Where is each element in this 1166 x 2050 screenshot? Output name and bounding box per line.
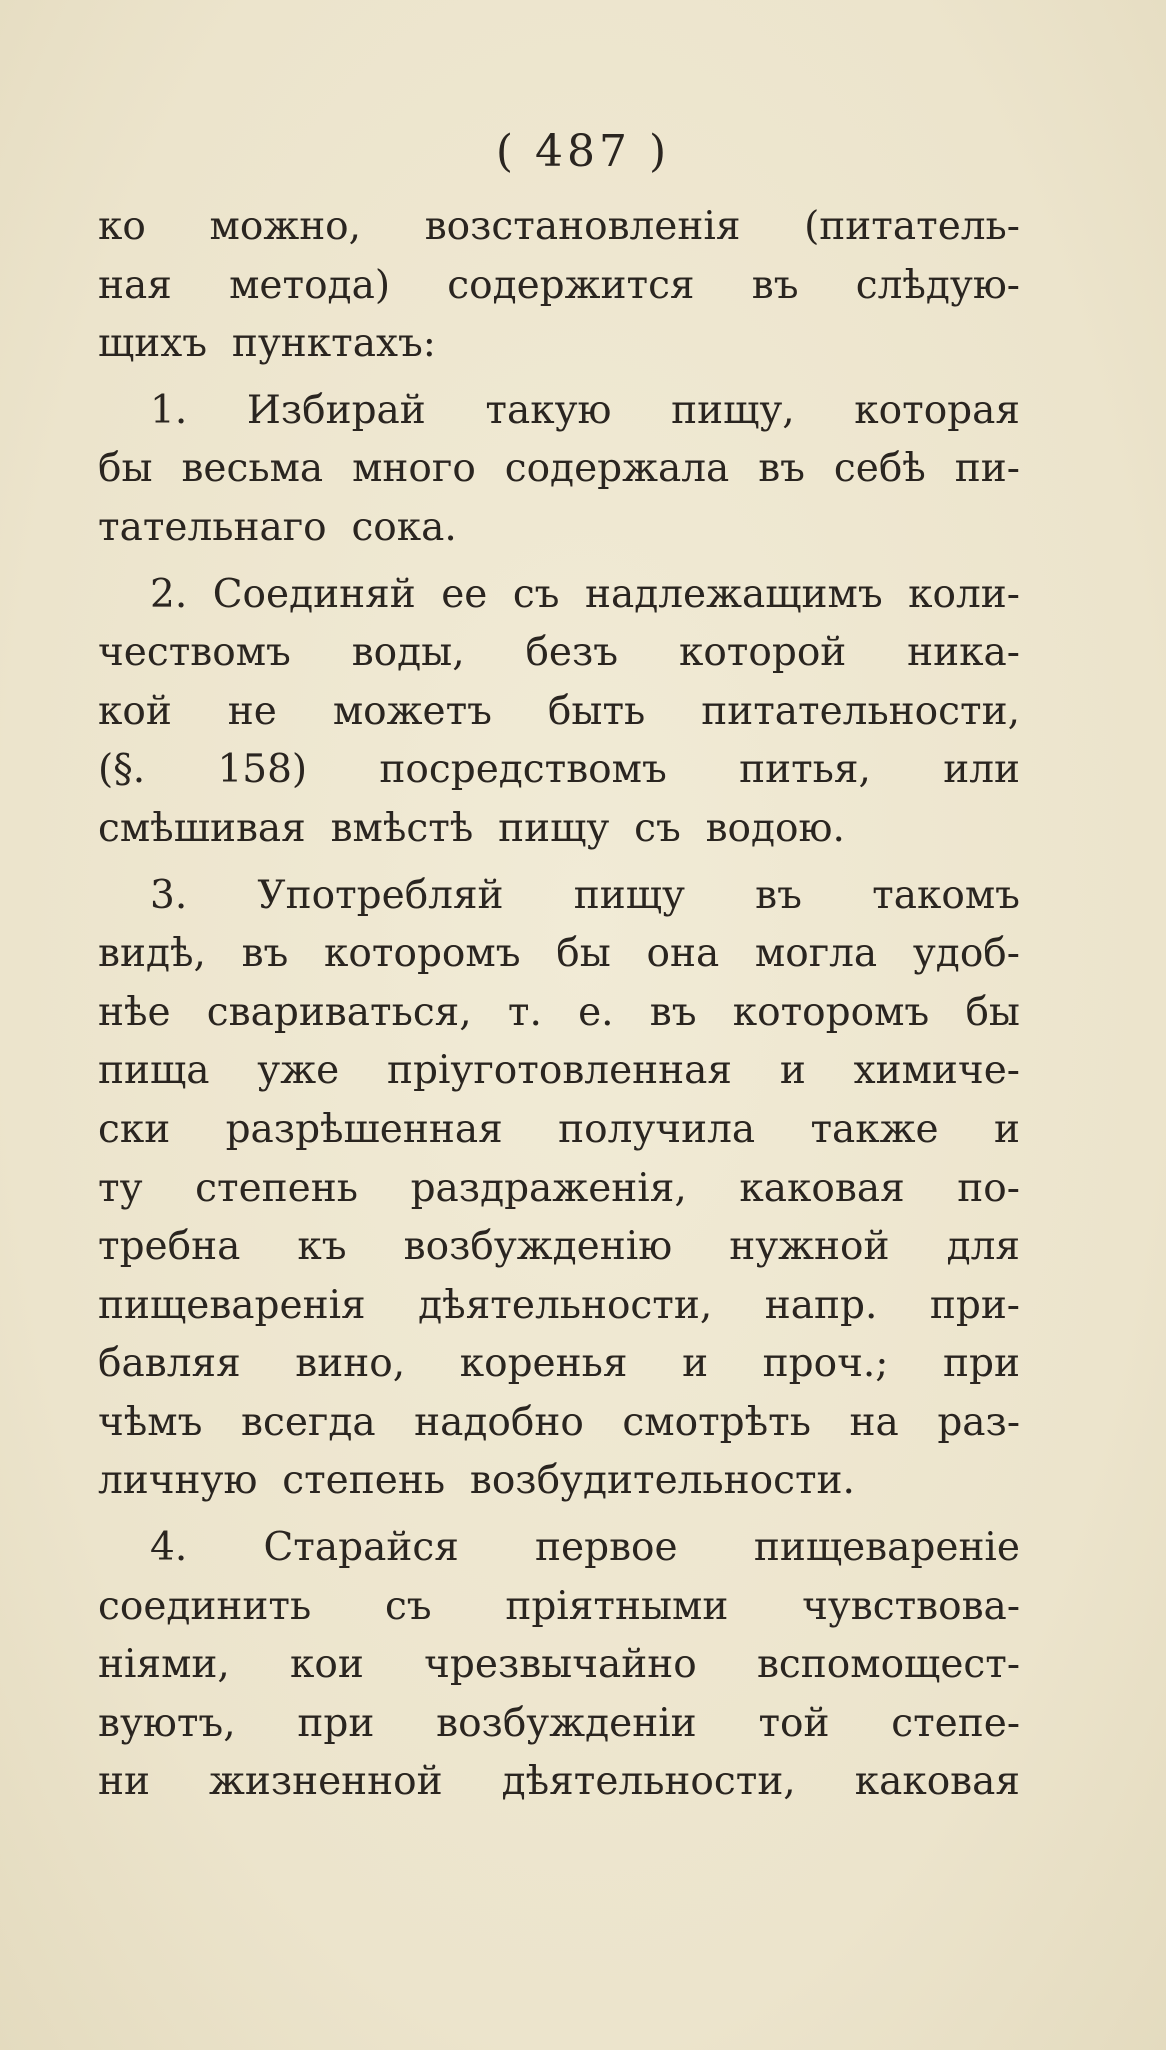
word: 3.	[150, 872, 188, 918]
word: чувствова-	[802, 1583, 1020, 1629]
word: пріуготовленная	[387, 1048, 733, 1094]
word: возбужденію	[403, 1224, 673, 1270]
word: степе-	[891, 1700, 1020, 1746]
word: для	[946, 1224, 1020, 1270]
text-line	[98, 1218, 1020, 1277]
word: сока.	[351, 504, 457, 550]
word: разрѣшенная	[225, 1106, 503, 1152]
text-line	[98, 1636, 1020, 1695]
word: (питатель-	[804, 204, 1020, 249]
text-line	[98, 257, 1020, 316]
word: въ	[755, 872, 802, 918]
text-line	[98, 1160, 1020, 1219]
word: первое	[535, 1525, 678, 1571]
word: не	[227, 688, 277, 734]
word: пищу	[573, 872, 685, 918]
word: видѣ,	[98, 931, 206, 977]
word: чрезвычайно	[424, 1642, 697, 1688]
word: раздраженія,	[410, 1165, 687, 1211]
word: кой	[98, 688, 172, 734]
word: щихъ	[98, 321, 208, 367]
word: она	[646, 931, 720, 977]
word: ту	[98, 1165, 143, 1211]
word: и	[779, 1048, 806, 1094]
word: бавляя	[98, 1341, 241, 1387]
word: напр.	[764, 1282, 878, 1328]
word: смотрѣть	[622, 1399, 811, 1445]
word: химиче-	[853, 1048, 1020, 1094]
word: себѣ	[833, 446, 926, 492]
word: посредствомъ	[379, 747, 667, 793]
word: слѣдую-	[855, 262, 1020, 308]
word: всегда	[241, 1399, 376, 1445]
text-line	[98, 1578, 1020, 1637]
word: при	[943, 1341, 1020, 1387]
word: могла	[754, 931, 878, 977]
word: съ	[384, 1583, 432, 1629]
word: коли-	[908, 571, 1020, 617]
word: ее	[441, 571, 488, 617]
text-line	[98, 741, 1020, 800]
word: много	[352, 446, 476, 492]
word: безъ	[525, 630, 619, 676]
word: каковая	[739, 1165, 905, 1211]
word: ная	[98, 262, 172, 308]
word: личную	[98, 1458, 258, 1504]
word: нѣе	[98, 989, 171, 1035]
word: раз-	[937, 1399, 1020, 1445]
word: пунктахъ:	[231, 321, 436, 367]
word: надобно	[414, 1399, 584, 1445]
word: которомъ	[732, 989, 930, 1035]
word: весьма	[181, 446, 324, 492]
text-line	[98, 1452, 1020, 1511]
word: возбудительности.	[469, 1458, 855, 1504]
word: смѣшивая	[98, 805, 306, 851]
word: Старайся	[263, 1525, 459, 1571]
word: въ	[649, 989, 697, 1035]
word: содержала	[504, 446, 730, 492]
text-line	[98, 683, 1020, 742]
text-line	[98, 566, 1020, 625]
word: ніями,	[98, 1642, 230, 1688]
text-line	[98, 499, 1020, 558]
word: дѣятельности,	[418, 1282, 713, 1328]
word: нужной	[729, 1224, 890, 1270]
word: пищу	[498, 805, 610, 851]
word: требна	[98, 1224, 241, 1270]
word: также	[810, 1106, 939, 1152]
text-line	[98, 1101, 1020, 1160]
word: той	[758, 1700, 830, 1746]
word: вмѣстѣ	[330, 805, 474, 851]
word: пищеваренія	[98, 1282, 366, 1328]
word: вино,	[295, 1341, 406, 1387]
text-line	[98, 800, 1020, 859]
text-line	[98, 1042, 1020, 1101]
word: Соединяй	[212, 571, 416, 617]
word: вуютъ,	[98, 1700, 236, 1746]
page-number: ( 487 )	[495, 126, 671, 177]
text-line	[98, 1519, 1020, 1578]
word: 4.	[150, 1525, 188, 1571]
word: въ	[758, 446, 805, 492]
word: пищевареніе	[753, 1525, 1020, 1571]
word: содержится	[447, 262, 695, 308]
word: такомъ	[872, 872, 1020, 918]
word: 2.	[150, 571, 188, 617]
text-line	[98, 1695, 1020, 1754]
word: Избирай	[246, 387, 426, 433]
word: 1.	[150, 387, 188, 433]
word: пищу,	[671, 387, 795, 433]
word: питья,	[739, 747, 871, 793]
word: е.	[578, 989, 614, 1035]
text-line	[98, 624, 1020, 683]
word: такую	[485, 387, 612, 433]
word: жизненной	[208, 1759, 443, 1805]
body-text	[98, 198, 1020, 1812]
text-line	[98, 867, 1020, 926]
word: свариваться,	[206, 989, 472, 1035]
word: бы	[965, 989, 1020, 1035]
word: питательности,	[701, 688, 1020, 734]
word: Употребляй	[257, 872, 504, 918]
text-line	[98, 925, 1020, 984]
word: къ	[297, 1224, 347, 1270]
word: которой	[678, 630, 847, 676]
text-line	[98, 382, 1020, 441]
text-line	[98, 1394, 1020, 1453]
word: чествомъ	[98, 630, 291, 676]
word: пріятными	[505, 1583, 729, 1629]
word: пища	[98, 1048, 210, 1094]
word: съ	[512, 571, 560, 617]
word: быть	[547, 688, 646, 734]
word: можетъ	[332, 688, 492, 734]
word: тательнаго	[98, 504, 327, 550]
word: можно,	[209, 204, 362, 249]
word: возстановленія	[424, 204, 741, 249]
word: уже	[257, 1048, 340, 1094]
text-line	[98, 984, 1020, 1043]
word: (§.	[98, 747, 146, 793]
word: степень	[195, 1165, 358, 1211]
word: ника-	[907, 630, 1020, 676]
word: проч.;	[762, 1341, 889, 1387]
word: бы	[98, 446, 153, 492]
word: каковая	[854, 1759, 1020, 1805]
text-line	[98, 1753, 1020, 1812]
word: вспомощест-	[756, 1642, 1020, 1688]
word: и	[993, 1106, 1020, 1152]
word: удоб-	[912, 931, 1020, 977]
word: коренья	[459, 1341, 628, 1387]
word: которомъ	[324, 931, 521, 977]
text-line	[98, 440, 1020, 499]
text-line	[98, 1335, 1020, 1394]
word: водою.	[705, 805, 845, 851]
word: съ	[634, 805, 681, 851]
word: 158)	[217, 747, 308, 793]
text-line	[98, 198, 1020, 257]
word: ко	[98, 204, 146, 249]
text-line	[98, 1277, 1020, 1336]
word: пи-	[954, 446, 1020, 492]
word: при-	[929, 1282, 1020, 1328]
word: дѣятельности,	[501, 1759, 796, 1805]
word: по-	[957, 1165, 1020, 1211]
word: ски	[98, 1106, 171, 1152]
word: метода)	[229, 262, 391, 308]
word: воды,	[351, 630, 465, 676]
word: въ	[241, 931, 289, 977]
word: при	[297, 1700, 375, 1746]
word: въ	[751, 262, 799, 308]
word: надлежащимъ	[584, 571, 883, 617]
word: чѣмъ	[98, 1399, 203, 1445]
word: или	[943, 747, 1020, 793]
word: ни	[98, 1759, 150, 1805]
word: возбужденіи	[436, 1700, 697, 1746]
word: получила	[558, 1106, 756, 1152]
word: бы	[556, 931, 611, 977]
word: на	[849, 1399, 899, 1445]
word: т.	[507, 989, 542, 1035]
word: и	[682, 1341, 709, 1387]
word: которая	[854, 387, 1020, 433]
word: степень	[282, 1458, 446, 1504]
text-line	[98, 315, 1020, 374]
word: соединить	[98, 1583, 312, 1629]
word: кои	[290, 1642, 364, 1688]
